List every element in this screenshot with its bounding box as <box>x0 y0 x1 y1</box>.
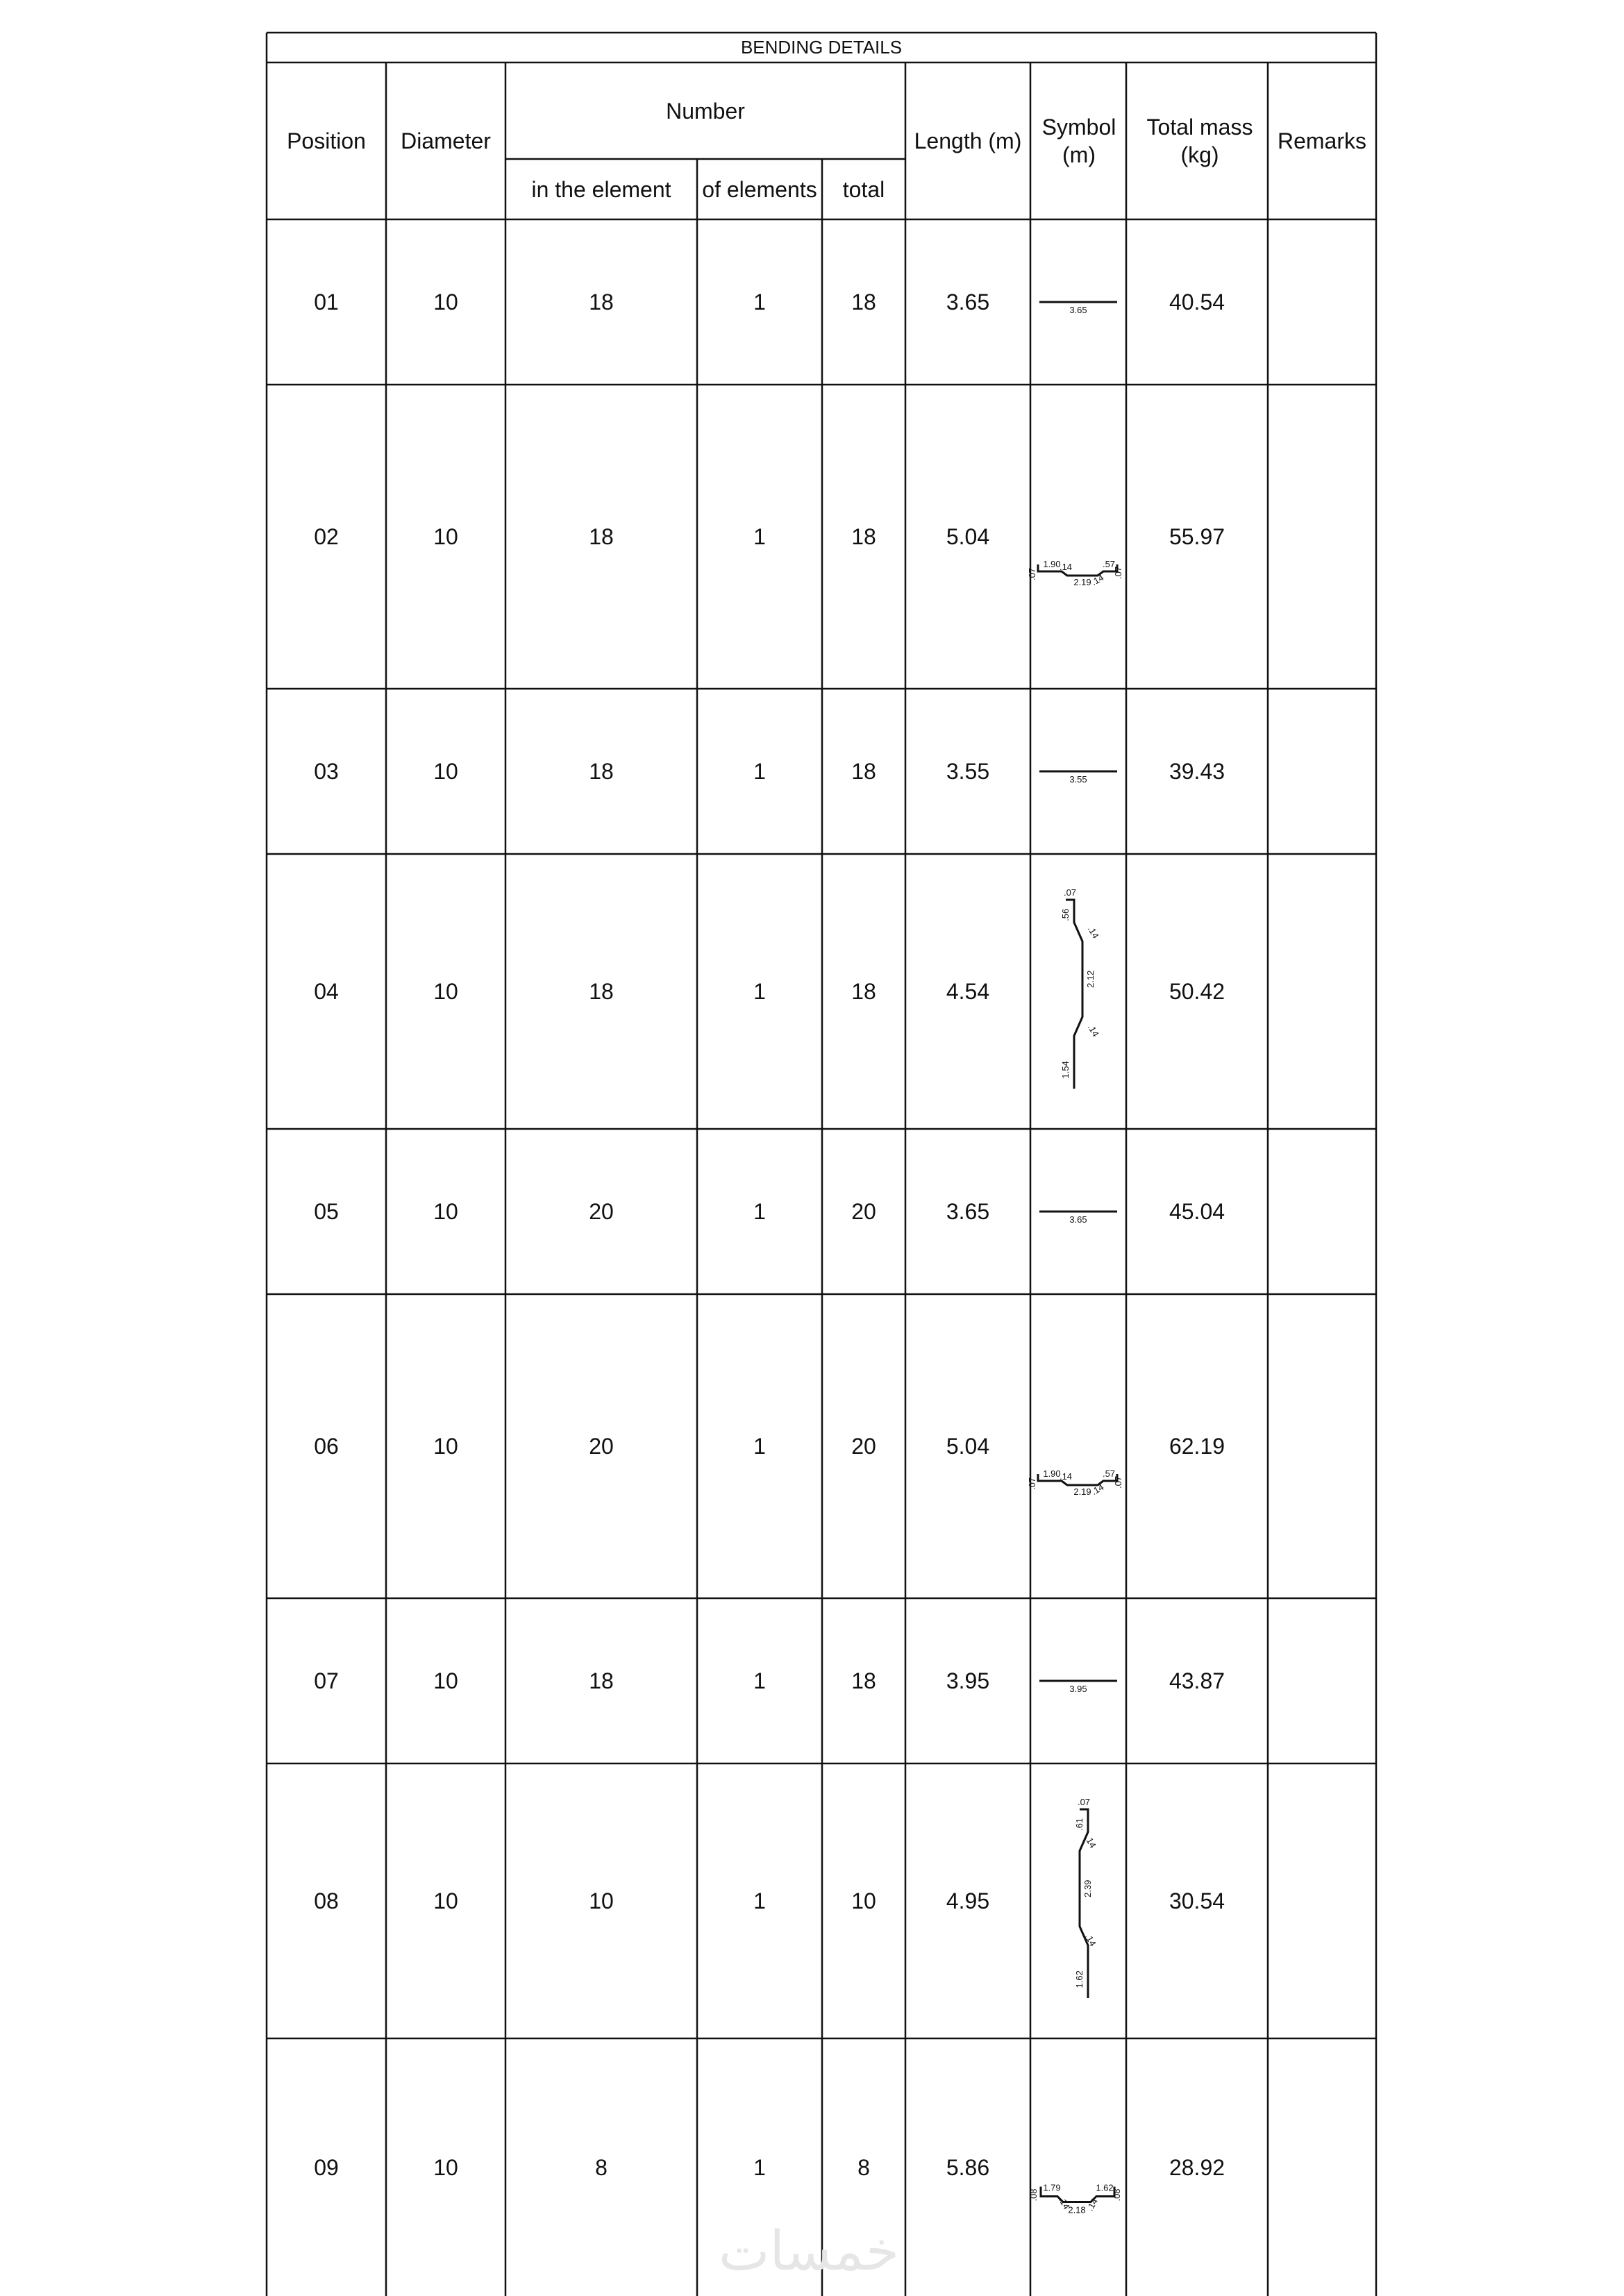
header-in-element: in the element <box>531 176 671 202</box>
cell-of-elements: 1 <box>753 1668 766 1693</box>
bar-shape-symbol <box>1030 854 1126 1129</box>
bar-shape-symbol <box>1030 1763 1126 2038</box>
cell-remarks <box>1268 1294 1376 1598</box>
cell-total-mass: 39.43 <box>1169 759 1225 784</box>
header-diameter: Diameter <box>401 128 491 153</box>
symbol-dimension-label: .14 <box>1085 924 1101 941</box>
symbol-dimension-label: .14 <box>1089 1482 1106 1498</box>
symbol-dimension-label: .14 <box>1059 1471 1073 1482</box>
cell-total-mass: 40.54 <box>1169 290 1225 315</box>
cell-diameter: 10 <box>433 290 458 315</box>
symbol-dimension-label: .07 <box>1113 566 1123 580</box>
cell-length: 5.04 <box>946 524 990 549</box>
cell-total: 18 <box>851 759 876 784</box>
header-position: Position <box>287 128 366 153</box>
header-total: total <box>842 176 885 202</box>
bar-shape-symbol <box>1030 689 1126 854</box>
symbol-dimension-label: .56 <box>1060 908 1071 921</box>
cell-total: 18 <box>851 979 876 1004</box>
symbol-dimension-label: 1.90 <box>1043 559 1061 569</box>
cell-total-mass: 43.87 <box>1169 1668 1225 1693</box>
cell-of-elements: 1 <box>753 1434 766 1459</box>
symbol-dimension-label: .07 <box>1027 567 1037 581</box>
header-length: Length (m) <box>914 128 1022 153</box>
cell-diameter: 10 <box>433 1199 458 1224</box>
cell-remarks <box>1268 385 1376 689</box>
symbol-dimension-label: .08 <box>1112 2188 1122 2202</box>
symbol-dimension-label: .14 <box>1082 1834 1098 1850</box>
cell-diameter: 10 <box>433 1434 458 1459</box>
cell-diameter: 10 <box>433 759 458 784</box>
cell-position: 02 <box>314 524 339 549</box>
symbol-dimension-label: .61 <box>1074 1818 1085 1831</box>
symbol-dimension-label: .14 <box>1082 1932 1098 1948</box>
cell-total: 8 <box>857 2154 870 2180</box>
cell-total-mass: 45.04 <box>1169 1199 1225 1224</box>
cell-remarks <box>1268 689 1376 854</box>
table-title: BENDING DETAILS <box>740 37 903 58</box>
cell-of-elements: 1 <box>753 2154 766 2180</box>
symbol-dimension-label: 2.12 <box>1085 970 1096 988</box>
cell-of-elements: 1 <box>753 1199 766 1224</box>
cell-total-mass: 30.54 <box>1169 1888 1225 1913</box>
cell-length: 3.55 <box>946 759 990 784</box>
symbol-dimension-label: 3.95 <box>1069 1684 1087 1694</box>
cell-remarks <box>1268 1598 1376 1763</box>
bar-shape-line <box>1066 900 1082 1089</box>
cell-in-element: 20 <box>589 1199 614 1224</box>
cell-length: 4.54 <box>946 979 990 1004</box>
cell-remarks <box>1268 2038 1376 2296</box>
cell-diameter: 10 <box>433 2154 458 2180</box>
cell-length: 3.95 <box>946 1668 990 1693</box>
cell-length: 3.65 <box>946 290 990 315</box>
symbol-dimension-label: 1.54 <box>1060 1061 1071 1079</box>
cell-total: 18 <box>851 290 876 315</box>
symbol-dimension-label: .08 <box>1028 2188 1039 2202</box>
bar-shape-symbol <box>1030 1598 1126 1763</box>
cell-total: 10 <box>851 1888 876 1913</box>
header-total-mass: Total mass (kg) <box>1146 115 1253 167</box>
cell-length: 5.04 <box>946 1434 990 1459</box>
cell-total-mass: 50.42 <box>1169 979 1225 1004</box>
header-remarks: Remarks <box>1277 128 1366 153</box>
symbol-dimension-label: .57 <box>1102 559 1116 569</box>
cell-remarks <box>1268 219 1376 385</box>
cell-total-mass: 55.97 <box>1169 524 1225 549</box>
cell-in-element: 18 <box>589 979 614 1004</box>
cell-total-mass: 62.19 <box>1169 1434 1225 1459</box>
cell-position: 07 <box>314 1668 339 1693</box>
cell-length: 3.65 <box>946 1199 990 1224</box>
symbol-dimension-label: .57 <box>1102 1468 1116 1479</box>
cell-total: 18 <box>851 524 876 549</box>
symbol-dimension-label: .07 <box>1077 1797 1091 1807</box>
cell-diameter: 10 <box>433 1668 458 1693</box>
bar-shape-symbol <box>1027 385 1126 689</box>
cell-of-elements: 1 <box>753 524 766 549</box>
cell-diameter: 10 <box>433 1888 458 1913</box>
symbol-dimension-label: 3.65 <box>1069 1214 1087 1225</box>
cell-position: 09 <box>314 2154 339 2180</box>
cell-total: 20 <box>851 1199 876 1224</box>
symbol-dimension-label: .14 <box>1085 1022 1101 1039</box>
cell-in-element: 20 <box>589 1434 614 1459</box>
bar-shape-symbol <box>1027 1294 1126 1598</box>
cell-of-elements: 1 <box>753 1888 766 1913</box>
cell-diameter: 10 <box>433 524 458 549</box>
cell-in-element: 18 <box>589 290 614 315</box>
symbol-dimension-label: .14 <box>1059 562 1073 572</box>
cell-remarks <box>1268 1763 1376 2038</box>
cell-position: 06 <box>314 1434 339 1459</box>
symbol-dimension-label: .14 <box>1085 2196 1100 2213</box>
cell-total: 20 <box>851 1434 876 1459</box>
cell-remarks <box>1268 1129 1376 1294</box>
bar-shape-symbol <box>1030 1129 1126 1294</box>
symbol-dimension-label: 2.39 <box>1082 1879 1093 1897</box>
symbol-dimension-label: 2.19 <box>1073 577 1091 587</box>
cell-of-elements: 1 <box>753 979 766 1004</box>
watermark-logo: خمسات <box>719 2220 900 2283</box>
cell-diameter: 10 <box>433 979 458 1004</box>
symbol-dimension-label: 3.65 <box>1069 305 1087 315</box>
cell-position: 04 <box>314 979 339 1004</box>
symbol-dimension-label: 3.55 <box>1069 774 1087 785</box>
bar-shape-symbol <box>1030 2038 1126 2296</box>
symbol-dimension-label: .07 <box>1063 887 1077 898</box>
cell-length: 4.95 <box>946 1888 990 1913</box>
symbol-dimension-label: 1.62 <box>1096 2182 1114 2193</box>
cell-in-element: 18 <box>589 524 614 549</box>
cell-remarks <box>1268 854 1376 1129</box>
bar-shape-symbol <box>1030 219 1126 385</box>
cell-total-mass: 28.92 <box>1169 2154 1225 2180</box>
bending-details-table <box>267 32 1376 2296</box>
cell-position: 03 <box>314 759 339 784</box>
symbol-dimension-label: .07 <box>1027 1477 1037 1491</box>
symbol-dimension-label: 2.18 <box>1068 2204 1086 2215</box>
cell-in-element: 18 <box>589 1668 614 1693</box>
header-symbol: Symbol (m) <box>1041 115 1116 167</box>
symbol-dimension-label: 1.90 <box>1043 1468 1061 1479</box>
cell-length: 5.86 <box>946 2154 990 2180</box>
symbol-dimension-label: 2.19 <box>1073 1486 1091 1497</box>
cell-of-elements: 1 <box>753 290 766 315</box>
cell-position: 08 <box>314 1888 339 1913</box>
cell-in-element: 8 <box>595 2154 608 2180</box>
cell-in-element: 10 <box>589 1888 614 1913</box>
header-number: Number <box>666 98 745 124</box>
cell-position: 01 <box>314 290 339 315</box>
symbol-dimension-label: .14 <box>1089 572 1106 588</box>
symbol-dimension-label: .07 <box>1113 1475 1123 1489</box>
cell-of-elements: 1 <box>753 759 766 784</box>
cell-position: 05 <box>314 1199 339 1224</box>
cell-total: 18 <box>851 1668 876 1693</box>
symbol-dimension-label: 1.79 <box>1043 2182 1061 2193</box>
header-of-elements: of elements <box>702 176 817 202</box>
cell-in-element: 18 <box>589 759 614 784</box>
symbol-dimension-label: 1.62 <box>1074 1970 1085 1988</box>
symbol-dimension-label: .14 <box>1056 2195 1072 2211</box>
